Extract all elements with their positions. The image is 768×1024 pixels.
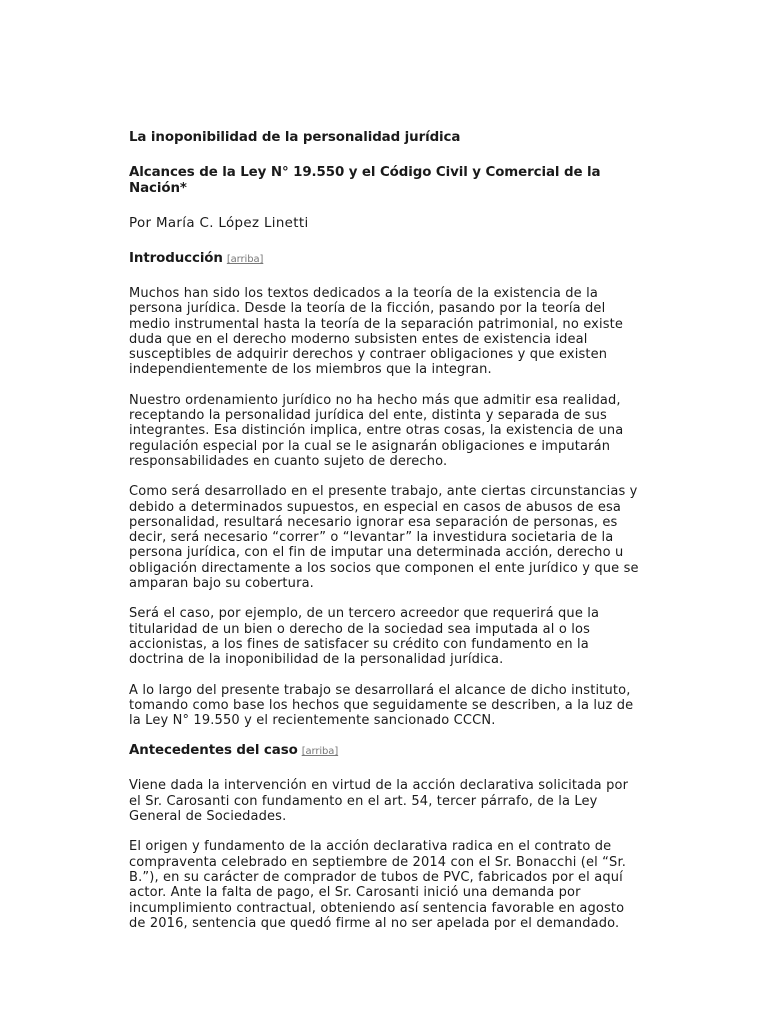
- section-heading-label: Introducción: [129, 251, 223, 266]
- paragraph: A lo largo del presente trabajo se desarrollará el alcance de dicho instituto, tomando como base los hechos que seguidamente se describen, a la luz de la Ley N° 19.550 y el recientemente sancionado CCCN.: [129, 682, 634, 729]
- paragraph: El origen y fundamento de la acción declarativa radica en el contrato de compraventa celebrado en septiembre de 2014 con el Sr. Bonacchi (el “Sr. B.”), en su carácter de comprador de tubos de PVC, fabricados por el aquí actor. Ante la falta de pago, el Sr. Carosanti inició una demanda por incumplimiento contractual, obteniendo así sentencia favorable en agosto de 2016, sentencia que quedó firme al no ser apelada por el demandado.: [129, 839, 627, 931]
- section-heading-introduccion: [129, 251, 640, 268]
- section-heading-label: Antecedentes del caso: [129, 743, 298, 759]
- document-author: Por María C. López Linetti: [129, 216, 309, 231]
- paragraph: Como será desarrollado en el presente trabajo, ante ciertas circunstancias y debido a determinados supuestos, en especial en casos de abusos de esa personalidad, resultará necesario ignorar esa separación de personas, es decir, será necesario “correr” o “levantar” la investidura societaria de la persona jurídica, con el fin de imputar una determinada acción, derecho u obligación directamente a los socios que componen el ente jurídico y que se amparan bajo su cobertura.: [129, 484, 639, 592]
- document-title: La inoponibilidad de la personalidad jurídica: [129, 130, 461, 145]
- paragraph: Nuestro ordenamiento jurídico no ha hecho más que admitir esa realidad, receptando la personalidad jurídica del ente, distinta y separada de sus integrantes. Esa distinción implica, entre otras cosas, la existencia de una regulación especial por la cual se le asignarán obligaciones e imputarán responsabilidades en cuanto sujeto de derecho.: [129, 392, 624, 469]
- paragraph: Muchos han sido los textos dedicados a la teoría de la existencia de la persona jurídica. Desde la teoría de la ficción, pasando por la teoría del medio instrumental hasta la teoría de la separación patrimonial, no existe duda que en el derecho moderno subsisten entes de existencia ideal susceptibles de adquirir derechos y contraer obligaciones y que existen independientemente de los miembros que la integran.: [129, 286, 624, 378]
- section-heading-antecedentes: [129, 743, 640, 760]
- document-subtitle: Alcances de la Ley N° 19.550 y el Código Civil y Comercial de la Nación*: [129, 165, 601, 196]
- back-to-top-link[interactable]: [arriba]: [301, 746, 339, 758]
- paragraph: Viene dada la intervención en virtud de la acción declarativa solicitada por el Sr. Carosanti con fundamento en el art. 54, tercer párrafo, de la Ley General de Sociedades.: [129, 778, 629, 825]
- back-to-top-link[interactable]: [arriba]: [226, 254, 264, 265]
- paragraph: Será el caso, por ejemplo, de un tercero acreedor que requerirá que la titularidad de un bien o derecho de la sociedad sea imputada al o los accionistas, a los fines de satisfacer su crédito con fundamento en la doctrina de la inoponibilidad de la personalidad jurídica.: [129, 606, 600, 668]
